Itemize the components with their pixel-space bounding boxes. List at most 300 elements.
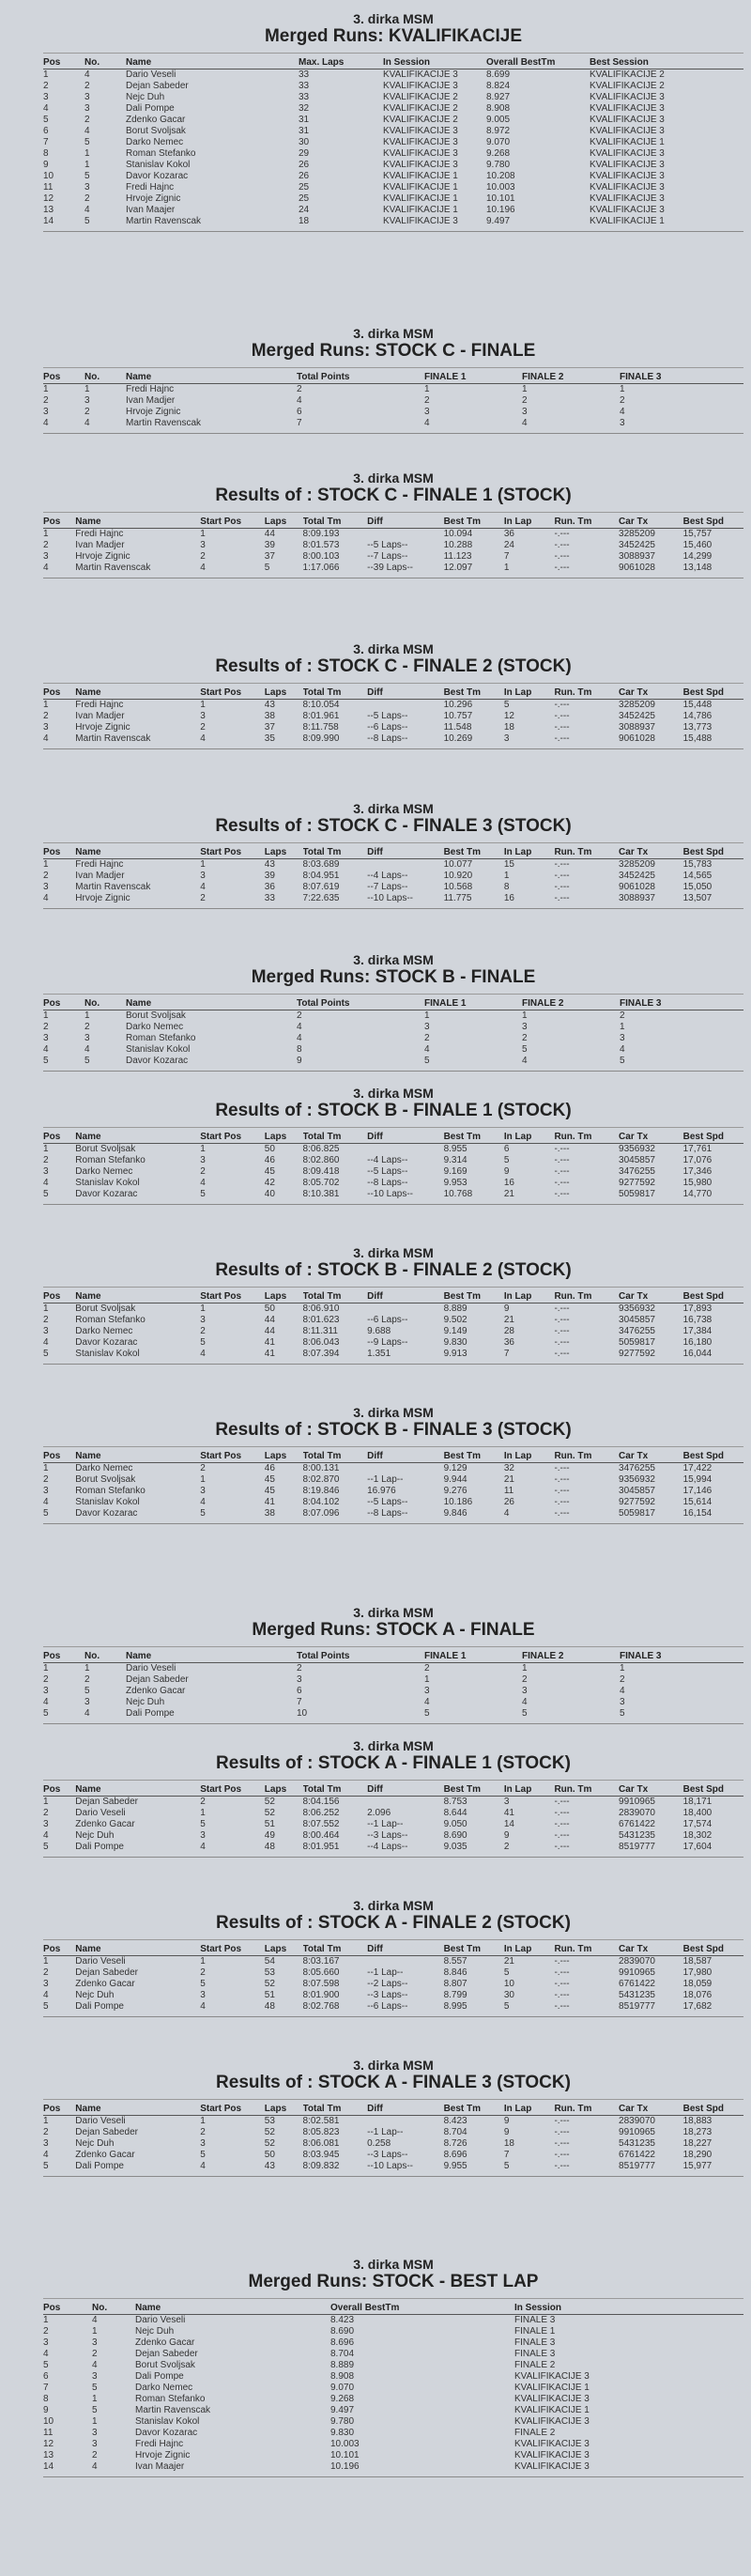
report-section — [43, 1738, 743, 1852]
table-cell: 8:10.381 — [302, 1189, 340, 1199]
table-cell: 9 — [503, 2116, 510, 2126]
table-cell: 3 — [84, 182, 90, 193]
table-cell: 3476255 — [619, 1326, 655, 1336]
table-cell: 4 — [84, 1708, 90, 1719]
table-cell: -.--- — [554, 1808, 570, 1818]
section-event-title: 3. dirka MSM — [353, 1605, 434, 1620]
column-header: In Lap — [503, 2104, 532, 2114]
table-cell: 1 — [84, 384, 90, 394]
section-bottom-rule — [43, 1071, 743, 1072]
column-header: Start Pos — [200, 517, 242, 527]
section-title: Results of : STOCK A - FINALE 1 (STOCK) — [216, 1753, 571, 1773]
table-cell: 18,290 — [682, 2150, 713, 2160]
table-cell: 6 — [43, 126, 49, 136]
table-row — [43, 1189, 743, 1200]
table-cell: 18,587 — [682, 1956, 713, 1967]
table-cell: 9277592 — [619, 1497, 655, 1507]
table-cell: 1 — [92, 2326, 98, 2337]
table-cell: 10.101 — [330, 2450, 360, 2460]
table-cell: 9 — [43, 2405, 49, 2415]
table-cell: 3 — [200, 1990, 206, 2000]
table-cell: --5 Laps-- — [367, 1497, 408, 1507]
report-section — [43, 1605, 743, 1719]
table-row — [43, 2315, 743, 2327]
table-row — [43, 2150, 743, 2161]
table-cell: 8:05.660 — [302, 1967, 340, 1978]
column-header: Run. Tm — [554, 1291, 592, 1302]
table-cell: 3088937 — [619, 551, 655, 562]
table-cell: 1 — [522, 384, 528, 394]
table-cell: 4 — [43, 1990, 49, 2000]
column-header: Name — [75, 1291, 101, 1302]
table-cell: 15,050 — [682, 882, 713, 892]
table-cell: 8:05.823 — [302, 2127, 340, 2137]
column-header: FINALE 1 — [424, 1651, 467, 1661]
table-cell: Roman Stefanko — [135, 2394, 206, 2404]
column-header: Car Tx — [619, 1291, 649, 1302]
table-cell: 2 — [43, 81, 49, 91]
table-cell: --10 Laps-- — [367, 1189, 414, 1199]
table-cell: 9910965 — [619, 1967, 655, 1978]
table-cell: 15,614 — [682, 1497, 713, 1507]
table-row — [43, 1463, 743, 1475]
table-cell: 18,400 — [682, 1808, 713, 1818]
table-cell: 1 — [503, 563, 510, 573]
table-header-row — [43, 516, 743, 529]
table-cell: Martin Ravenscak — [126, 216, 202, 226]
table-cell: 43 — [264, 2161, 275, 2171]
table-cell: 2 — [424, 1663, 430, 1674]
table-header-row — [43, 846, 743, 859]
table-cell: 2839070 — [619, 1808, 655, 1818]
table-cell: 9.830 — [443, 1337, 467, 1348]
column-header: Name — [75, 1944, 101, 1954]
table-cell: 17,076 — [682, 1155, 713, 1165]
column-header: Best Tm — [443, 1451, 482, 1461]
table-cell: 1 — [43, 529, 49, 539]
table-cell: 2 — [43, 1022, 49, 1032]
table-cell: --8 Laps-- — [367, 1508, 408, 1519]
table-cell: -.--- — [554, 1144, 570, 1154]
table-cell: 9.050 — [443, 1819, 467, 1829]
table-cell: 16,154 — [682, 1508, 713, 1519]
table-cell: 5 — [424, 1708, 430, 1719]
table-cell: KVALIFIKACIJE 2 — [383, 115, 458, 125]
results-table — [43, 2103, 743, 2172]
table-cell: 3 — [84, 1033, 90, 1043]
table-cell: 3 — [92, 2439, 98, 2449]
table-row — [43, 1686, 743, 1697]
table-cell: Zdenko Gacar — [135, 2337, 195, 2348]
section-title: Merged Runs: STOCK - BEST LAP — [248, 2272, 539, 2291]
table-cell: 4 — [43, 893, 49, 903]
table-cell: 4 — [43, 1044, 49, 1055]
table-row — [43, 2116, 743, 2128]
table-row — [43, 563, 743, 574]
table-cell: 9061028 — [619, 563, 655, 573]
column-header: No. — [84, 57, 100, 68]
table-cell: Nejc Duh — [135, 2326, 175, 2337]
column-header: In Lap — [503, 1132, 532, 1142]
column-header: Best Spd — [682, 847, 724, 857]
table-cell: 11 — [43, 182, 54, 193]
table-cell: 46 — [264, 1463, 275, 1473]
table-cell: 3 — [200, 2138, 206, 2149]
table-cell: 3 — [43, 1819, 49, 1829]
table-cell: 3452425 — [619, 540, 655, 550]
table-cell: --4 Laps-- — [367, 871, 408, 881]
table-cell: 3 — [92, 2371, 98, 2382]
table-cell: 13 — [43, 2450, 54, 2460]
table-cell: 9.497 — [486, 216, 511, 226]
results-table — [43, 56, 743, 227]
table-cell: --6 Laps-- — [367, 722, 408, 733]
column-header: Total Points — [297, 1651, 350, 1661]
table-cell: -.--- — [554, 540, 570, 550]
table-cell: Roman Stefanko — [75, 1315, 146, 1325]
table-cell — [367, 1144, 443, 1156]
column-header: Pos — [43, 517, 61, 527]
table-cell: Zdenko Gacar — [126, 1686, 186, 1696]
table-cell: 18,227 — [682, 2138, 713, 2149]
table-cell: Darko Nemec — [126, 1022, 184, 1032]
table-cell — [367, 859, 443, 872]
section-bottom-rule — [43, 1857, 743, 1858]
table-cell: -.--- — [554, 1819, 570, 1829]
table-cell: 17,682 — [682, 2001, 713, 2012]
table-cell: 14,299 — [682, 551, 713, 562]
table-cell: 10.757 — [443, 711, 473, 721]
results-table — [43, 1450, 743, 1519]
table-cell: 3 — [522, 407, 528, 417]
table-cell: KVALIFIKACIJE 3 — [590, 205, 665, 215]
table-cell: 8.995 — [443, 2001, 467, 2012]
table-cell: 52 — [264, 1797, 275, 1807]
column-header: Start Pos — [200, 847, 242, 857]
table-cell: 5 — [200, 2150, 206, 2160]
table-cell: -.--- — [554, 1474, 570, 1485]
table-row — [43, 2161, 743, 2172]
column-header: Best Spd — [682, 1451, 724, 1461]
table-cell: 5431235 — [619, 1830, 655, 1841]
table-cell: 8.927 — [486, 92, 511, 102]
column-header: No. — [92, 2303, 108, 2313]
table-row — [43, 2428, 743, 2439]
table-cell: 3 — [43, 1686, 49, 1696]
table-cell: 24 — [299, 205, 310, 215]
column-header: Laps — [264, 847, 287, 857]
table-cell: 7:22.635 — [302, 893, 340, 903]
table-cell: 2 — [43, 1967, 49, 1978]
table-cell: 2 — [297, 384, 302, 394]
table-cell: -.--- — [554, 2127, 570, 2137]
table-row — [43, 137, 743, 148]
section-top-rule — [43, 1780, 743, 1781]
table-row — [43, 1663, 743, 1675]
table-cell: --1 Lap-- — [367, 2127, 404, 2137]
table-cell: 2 — [620, 1674, 625, 1685]
table-cell: 8.423 — [443, 2116, 467, 2126]
table-cell: Nejc Duh — [126, 92, 165, 102]
table-row — [43, 1166, 743, 1178]
table-cell: 1 — [84, 148, 90, 159]
table-cell: --6 Laps-- — [367, 1315, 408, 1325]
table-cell: 43 — [264, 700, 275, 710]
table-cell: 15,980 — [682, 1178, 713, 1188]
table-cell: 2 — [424, 395, 430, 406]
column-header: Car Tx — [619, 517, 649, 527]
table-cell: 8.972 — [486, 126, 511, 136]
column-header: Car Tx — [619, 1944, 649, 1954]
table-cell: -.--- — [554, 2001, 570, 2012]
table-row — [43, 2360, 743, 2371]
report-section — [43, 2257, 743, 2472]
table-cell: Hrvoje Zignic — [126, 193, 181, 204]
table-cell: FINALE 1 — [514, 2326, 556, 2337]
table-row — [43, 1349, 743, 1360]
table-cell: Dejan Sabeder — [126, 1674, 189, 1685]
table-cell: 2 — [84, 1022, 90, 1032]
table-cell: 1 — [620, 1663, 625, 1674]
column-header: Pos — [43, 847, 61, 857]
table-cell: -.--- — [554, 1797, 570, 1807]
table-cell: 8:09.193 — [302, 529, 340, 539]
table-cell: --9 Laps-- — [367, 1337, 408, 1348]
table-cell: 8:06.043 — [302, 1337, 340, 1348]
table-cell: -.--- — [554, 1189, 570, 1199]
table-cell: 52 — [264, 1979, 275, 1989]
column-header: Best Tm — [443, 517, 482, 527]
section-top-rule — [43, 53, 743, 54]
table-cell: -.--- — [554, 1463, 570, 1473]
table-cell: 4 — [92, 2461, 98, 2472]
table-header-row — [43, 1943, 743, 1956]
table-cell: 2 — [522, 395, 528, 406]
table-cell: 9.070 — [486, 137, 511, 147]
table-cell: --39 Laps-- — [367, 563, 414, 573]
table-cell: KVALIFIKACIJE 3 — [383, 126, 458, 136]
table-cell: 14 — [43, 2461, 54, 2472]
table-cell: 1 — [43, 1144, 49, 1154]
table-cell: 8.557 — [443, 1956, 467, 1967]
table-header-row — [43, 371, 743, 384]
table-cell: 41 — [503, 1808, 514, 1818]
table-row — [43, 115, 743, 126]
table-cell: 5 — [620, 1056, 625, 1066]
table-cell: 8:06.081 — [302, 2138, 340, 2149]
table-cell: Davor Kozarac — [75, 1508, 138, 1519]
table-cell: -.--- — [554, 1303, 570, 1314]
table-cell: -.--- — [554, 1990, 570, 2000]
results-table — [43, 997, 743, 1067]
section-title: Merged Runs: STOCK A - FINALE — [252, 1620, 535, 1640]
table-cell: 14,786 — [682, 711, 713, 721]
table-cell: 3 — [43, 1033, 49, 1043]
table-cell: 45 — [264, 1486, 275, 1496]
table-cell: 16,044 — [682, 1349, 713, 1359]
table-cell: 3 — [620, 418, 625, 428]
table-cell: 4 — [522, 418, 528, 428]
table-cell: 2 — [43, 871, 49, 881]
results-table — [43, 1131, 743, 1200]
table-cell: 2 — [43, 711, 49, 721]
column-header: Total Tm — [302, 1944, 342, 1954]
table-cell: 3 — [43, 92, 49, 102]
table-cell: Nejc Duh — [126, 1697, 165, 1707]
table-cell: 2 — [43, 1474, 49, 1485]
table-row — [43, 1303, 743, 1316]
table-cell: 9 — [503, 1303, 510, 1314]
section-event-title: 3. dirka MSM — [353, 326, 434, 341]
table-cell: 4 — [424, 1697, 430, 1707]
table-cell: 39 — [264, 540, 275, 550]
column-header: Car Tx — [619, 1451, 649, 1461]
column-header: Total Tm — [302, 1132, 342, 1142]
table-row — [43, 1956, 743, 1968]
column-header: Best Spd — [682, 1944, 724, 1954]
table-cell: 8:01.961 — [302, 711, 340, 721]
table-cell: 1 — [424, 384, 430, 394]
section-bottom-rule — [43, 1204, 743, 1205]
table-cell: 4 — [200, 882, 206, 892]
table-cell: 5059817 — [619, 1337, 655, 1348]
column-header: Pos — [43, 687, 61, 698]
table-cell: -.--- — [554, 893, 570, 903]
table-cell: 8 — [297, 1044, 302, 1055]
table-cell: 14 — [503, 1819, 514, 1829]
table-row — [43, 1486, 743, 1497]
table-cell: Darko Nemec — [75, 1326, 133, 1336]
table-cell: 3 — [200, 540, 206, 550]
table-row — [43, 384, 743, 396]
table-cell: 2 — [200, 1967, 206, 1978]
column-header: Pos — [43, 2104, 61, 2114]
column-header: Total Tm — [302, 687, 342, 698]
table-row — [43, 2337, 743, 2349]
table-cell: 2 — [200, 2127, 206, 2137]
table-cell: 2 — [84, 1674, 90, 1685]
table-cell: --5 Laps-- — [367, 711, 408, 721]
table-cell: KVALIFIKACIJE 3 — [383, 69, 458, 80]
table-cell: 1 — [43, 69, 49, 80]
column-header: Best Tm — [443, 687, 482, 698]
table-cell: 3452425 — [619, 711, 655, 721]
table-cell: 5 — [84, 216, 90, 226]
table-cell: 9.005 — [486, 115, 511, 125]
section-event-title: 3. dirka MSM — [353, 801, 434, 816]
table-cell: FINALE 3 — [514, 2337, 556, 2348]
column-header: Name — [75, 1784, 101, 1795]
table-row — [43, 1155, 743, 1166]
table-cell: 53 — [264, 2116, 275, 2126]
table-cell: 4 — [92, 2315, 98, 2325]
table-cell: Martin Ravenscak — [75, 733, 151, 744]
section-event-title: 3. dirka MSM — [353, 470, 434, 486]
table-cell: 2 — [522, 1674, 528, 1685]
table-cell: 5 — [43, 1708, 49, 1719]
table-cell: --10 Laps-- — [367, 893, 414, 903]
table-cell: Fredi Hajnc — [135, 2439, 184, 2449]
table-cell: 8519777 — [619, 2001, 655, 2012]
table-cell: 8:04.156 — [302, 1797, 340, 1807]
table-cell: 4 — [84, 69, 90, 80]
table-cell: 10.101 — [486, 193, 515, 204]
column-header: FINALE 3 — [620, 372, 662, 382]
table-cell: 9356932 — [619, 1303, 655, 1314]
table-cell: 8.799 — [443, 1990, 467, 2000]
table-row — [43, 2138, 743, 2150]
table-cell: 1 — [43, 1956, 49, 1967]
table-cell: 4 — [43, 1830, 49, 1841]
table-cell: 8:07.552 — [302, 1819, 340, 1829]
table-cell — [367, 1303, 443, 1316]
table-cell: 9.780 — [330, 2416, 355, 2427]
table-cell: 21 — [503, 1474, 514, 1485]
table-cell: 12.097 — [443, 563, 473, 573]
section-event-title: 3. dirka MSM — [353, 641, 434, 656]
section-event-title: 3. dirka MSM — [353, 1086, 434, 1101]
table-cell: 9.070 — [330, 2383, 355, 2393]
table-cell: 9.944 — [443, 1474, 467, 1485]
table-cell: Stanislav Kokol — [126, 1044, 191, 1055]
table-cell: 2 — [43, 2326, 49, 2337]
table-cell: 5 — [200, 1189, 206, 1199]
table-row — [43, 2416, 743, 2428]
table-cell: -.--- — [554, 1508, 570, 1519]
table-row — [43, 418, 743, 429]
table-cell: 8:01.900 — [302, 1990, 340, 2000]
table-row — [43, 1033, 743, 1044]
table-cell: 8.644 — [443, 1808, 467, 1818]
table-cell: 4 — [92, 2360, 98, 2370]
column-header: Pos — [43, 57, 61, 68]
table-cell: 15,448 — [682, 700, 713, 710]
column-header: Name — [135, 2303, 161, 2313]
table-cell: 3 — [620, 1033, 625, 1043]
table-cell: 9 — [503, 1166, 510, 1177]
section-title: Merged Runs: STOCK C - FINALE — [251, 341, 536, 361]
table-cell: 14,770 — [682, 1189, 713, 1199]
column-header: Start Pos — [200, 1944, 242, 1954]
table-cell: 5 — [84, 1056, 90, 1066]
table-row — [43, 1967, 743, 1979]
table-cell: 4 — [424, 1044, 430, 1055]
table-cell: 2 — [43, 2127, 49, 2137]
table-cell: -.--- — [554, 1967, 570, 1978]
table-cell: 5 — [503, 2001, 510, 2012]
column-header: Pos — [43, 1651, 61, 1661]
table-cell: Hrvoje Zignic — [75, 551, 130, 562]
table-cell: 8:07.096 — [302, 1508, 340, 1519]
section-bottom-rule — [43, 908, 743, 909]
table-cell: Ivan Madjer — [75, 871, 125, 881]
table-cell: -.--- — [554, 1956, 570, 1967]
table-cell: KVALIFIKACIJE 2 — [383, 92, 458, 102]
column-header: Best Spd — [682, 1132, 724, 1142]
table-cell: 1 — [200, 1144, 206, 1154]
table-cell: 9910965 — [619, 2127, 655, 2137]
table-cell: 9277592 — [619, 1178, 655, 1188]
table-cell: 17,384 — [682, 1326, 713, 1336]
column-header: Best Tm — [443, 847, 482, 857]
table-cell: Borut Svoljsak — [126, 126, 186, 136]
table-cell: 6 — [297, 1686, 302, 1696]
table-cell: 5 — [503, 2161, 510, 2171]
table-cell: 2 — [43, 1155, 49, 1165]
table-row — [43, 1022, 743, 1033]
table-row — [43, 126, 743, 137]
table-cell: Borut Svoljsak — [135, 2360, 195, 2370]
